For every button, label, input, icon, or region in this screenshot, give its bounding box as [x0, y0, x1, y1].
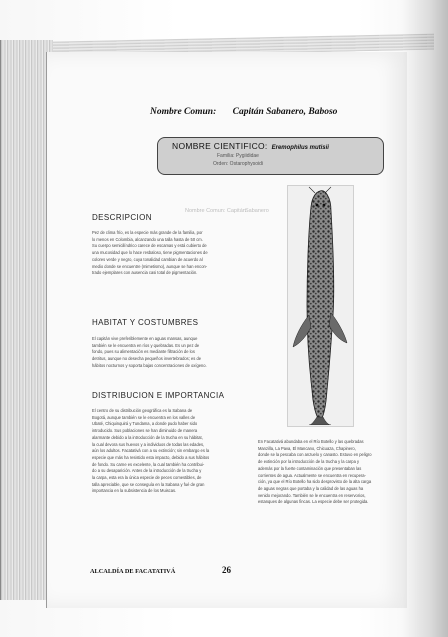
paragraph-line: El centro de su distribución geográfica es la Sabana de — [92, 408, 193, 413]
scientific-name-latin: Eremophilus mutisii — [271, 145, 329, 151]
common-name-label: Nombre Comun: — [150, 107, 217, 117]
footer-publisher: ALCALDÍA DE FACATATIVÁ — [90, 568, 176, 575]
paragraph-line: Su cuerpo semicilíndrico carece de escamas y está cubierto de — [92, 243, 207, 249]
paragraph-line: la cual devora sus huevos y a individuos de todas las edades, — [92, 441, 205, 447]
paragraph-line: aún los adultos. Facatativá con a su extinción; sin embargo es la — [92, 448, 210, 454]
paragraph-line: donde se la pescaba con anzuelo y canasto. Estuvo en peligro — [258, 452, 372, 458]
paragraph-line: talla apreciable, que se conseguía en la Sabana y fué de gran — [92, 481, 205, 487]
paragraph-line: hábitos nocturnos y soporta bajas concentraciones de oxígeno. — [92, 362, 207, 368]
family-line: Familia: Pygiididae — [217, 153, 259, 159]
fish-illustration-icon — [287, 185, 352, 425]
page-number: 26 — [222, 565, 231, 575]
paragraph-line: lo menos en Colombia, alcanzando una talla hasta de 50 cm. — [92, 236, 203, 242]
paragraph-line: medio donde se encuentre (mimetismo), aunque se han encon- — [92, 263, 208, 269]
paragraph-habitat — [92, 336, 278, 370]
paragraph-line: Manzilla, La Pava, El Mancano, Chicuaza, Chapinero, — [258, 445, 356, 451]
section-title-habitat: HABITAT Y COSTUMBRES — [92, 318, 199, 327]
paragraph-line: de extinción por la introducción de la trucha y la carpa y — [258, 459, 360, 465]
paragraph-line: alarmante debido a la introducción de la trucha en su hábitat, — [92, 434, 203, 440]
paragraph-line: colores verde y negro, cuya tonalidad cambian de acuerdo al — [92, 256, 203, 262]
paragraph-line: ción, ya que el Río Botello ha sido desprovisto de la alta carga — [258, 479, 372, 485]
paragraph-line: estanques de algunas fincas. La especie debe ser protegida. — [258, 499, 369, 505]
common-name-value: Capitán Sabanero, Baboso — [232, 107, 338, 117]
common-name-header — [150, 107, 351, 117]
paragraph-facatativa — [258, 439, 398, 506]
paragraph-line: do a su desaparición. Antes de la introducción de la trucha y — [92, 468, 202, 474]
order-line: Orden: Ostarophysoidi — [213, 161, 264, 167]
bleed-through-text-left: Nombre Comun: Capitán — [185, 208, 246, 214]
section-title-distribucion: DISTRIBUCION E IMPORTANCIA — [92, 391, 225, 400]
page-curve-shadow — [402, 0, 448, 637]
paragraph-line: Ubaté, Chiquinquirá y Tundama, a donde pudo haber sido — [92, 421, 198, 427]
paragraph-line: venido mejorando. También se le encuentra en reservorios, — [258, 492, 366, 498]
paragraph-line: fondo, pues su alimentación es mediante filtración de los — [92, 349, 195, 355]
paragraph-line: Bogotá, aunque también se le encuentra en los valles de — [92, 414, 196, 420]
paragraph-line: la carpa, esta era la única especie de peces comestibles, de — [92, 475, 202, 481]
paragraph-line: corrientes de agua. Actualmente se encuentra en recupera- — [258, 472, 366, 478]
paragraph-line: de aguas negras que portaba y la calidad de las aguas ha — [258, 485, 364, 491]
paragraph-line: En Facatativá abundaba en el Río Botello y las quebradas — [258, 439, 364, 444]
paragraph-line: importancia en la subsistencia de los Muiscas. — [92, 488, 177, 494]
paragraph-line: El capitán vive preferiblemente en aguas mansas, aunque — [92, 336, 198, 341]
paragraph-line: también se le encuentra en ríos y quebradas. Es un pez de — [92, 342, 200, 348]
scientific-name-heading: NOMBRE CIENTIFICO: — [172, 141, 268, 151]
bleed-through-text-right: Sabanero — [245, 208, 269, 214]
paragraph-line: especie que más ha resistido esta impacto, debido a sus hábitos — [92, 454, 210, 460]
section-title-descripcion: DESCRIPCION — [92, 213, 152, 222]
paragraph-distribucion — [92, 408, 270, 495]
paragraph-line: trado ejemplares con ausencia casi total de pigmentación. — [92, 270, 198, 276]
paragraph-line: introducido. Sus poblaciones se han diminuido de manera — [92, 428, 198, 434]
paragraph-line: una mucosidad que lo hace resbaloso, tiene pigmentaciones de — [92, 250, 208, 256]
scientific-name-title — [172, 141, 329, 151]
paragraph-line: además por la fuerte contaminación que presentaban las — [258, 465, 362, 471]
paragraph-line: detritus, aunque no desecha pequeños invertebrados; es de — [92, 356, 202, 362]
paragraph-descripcion — [92, 230, 278, 277]
paragraph-line: de fondo. Su carne es excelente, la cual también ha contribui- — [92, 461, 205, 467]
paragraph-line: Pez de clima frío, es la especie más grande de la familia, por — [92, 230, 203, 235]
